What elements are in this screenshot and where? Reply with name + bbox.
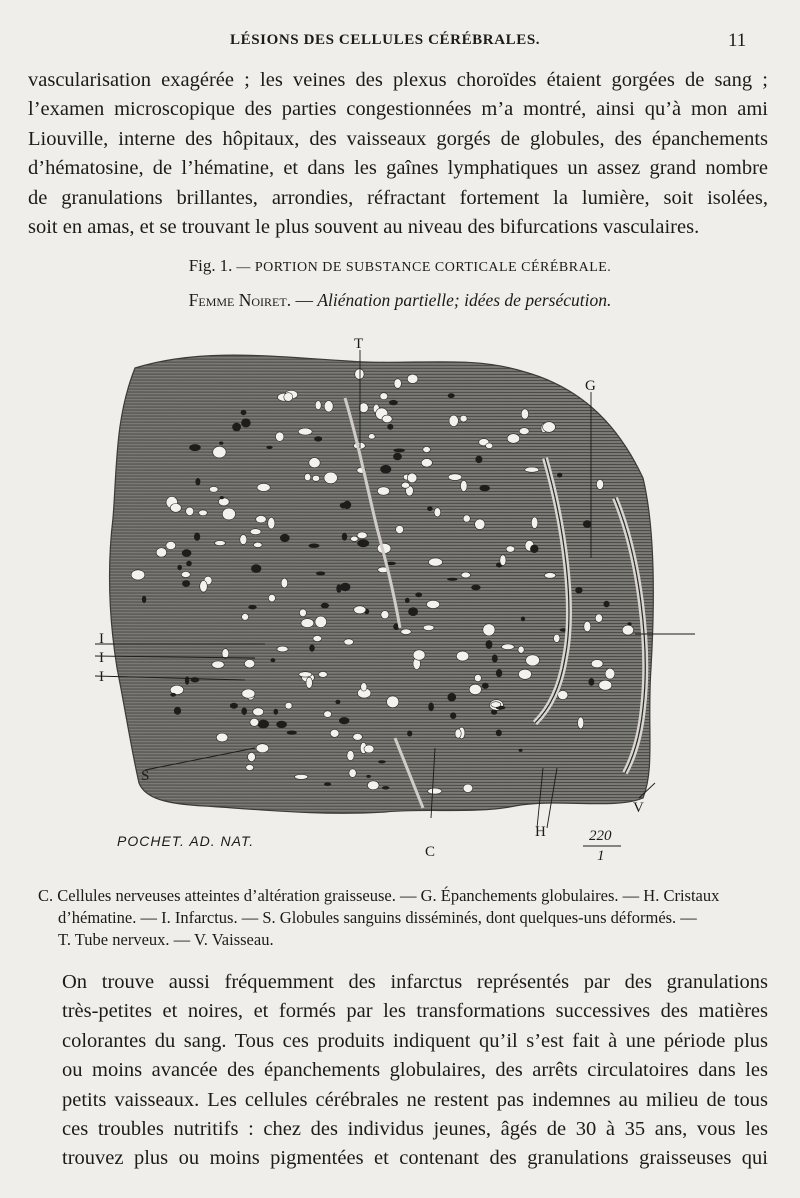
blood-globule [244,660,254,668]
blood-globule [313,636,322,642]
text-line: Liouville, interne des hôpitaux, des vaisseaux gorgés de globules, des épanchements [28,127,768,150]
blood-globule [377,487,389,495]
infarct-granule [276,721,287,728]
infarct-granule [448,693,457,702]
blood-globule [423,625,434,631]
blood-globule [500,555,506,566]
label-g: G [585,378,596,394]
infarct-granule [627,622,631,625]
infarct-granule [177,565,182,570]
label-v: V [633,800,644,816]
infarct-granule [428,702,434,711]
running-title: LÉSIONS DES CELLULES CÉRÉBRALES. [230,32,541,48]
blood-globule [312,475,319,481]
infarct-granule [194,533,200,541]
blood-globule [246,765,254,771]
blood-globule [306,677,312,688]
infarct-granule [309,645,314,652]
infarct-granule [471,585,480,591]
infarct-granule [251,564,261,573]
blood-globule [429,558,443,566]
blood-globule [181,572,190,578]
infarct-granule [241,708,247,715]
infarct-granule [482,683,489,689]
infarct-granule [480,485,490,491]
blood-globule [531,517,538,528]
blood-globule [200,581,208,593]
text-line: d’hématosine, de l’hématine, et dans les gaînes lymphatiques un assez grand nombre [28,157,768,180]
infarct-granule [492,655,498,663]
blood-globule [502,644,515,650]
infarct-granule [182,549,192,557]
label-i: I [99,650,104,666]
blood-globule [212,661,224,668]
blood-globule [519,669,532,679]
blood-globule [268,594,275,602]
blood-globule [427,600,440,608]
figure-title [0,256,800,276]
figure-subtitle-dash: — [295,290,313,310]
blood-globule [407,473,417,483]
blood-globule [421,459,432,467]
blood-globule [216,733,228,742]
infarct-granule [335,700,340,704]
blood-globule [250,529,261,535]
blood-globule [361,683,367,691]
blood-globule [309,458,320,468]
infarct-granule [258,720,269,729]
text-line: l’examen microscopique des parties congestionnées m’a montré, ainsi qu’à mon ami [28,98,768,121]
blood-globule [213,446,226,458]
infarct-granule [271,658,276,662]
blood-globule [483,624,495,636]
infarct-granule [389,400,398,405]
infarct-granule [519,749,523,752]
infarct-granule [387,424,393,430]
infarct-granule [185,676,189,684]
blood-globule [156,548,167,557]
infarct-granule [521,617,525,622]
infarct-granule [241,410,247,415]
blood-globule [387,696,399,708]
infarct-granule [407,731,412,737]
blood-globule [622,625,633,635]
blood-globule [401,629,411,635]
blood-globule [315,401,321,410]
blood-globule [486,443,493,449]
blood-globule [299,609,306,617]
infarct-granule [583,520,592,528]
blood-globule [218,498,229,506]
blood-globule [359,403,368,413]
blood-globule [295,774,308,779]
figure-legend [38,885,768,951]
infarct-granule [339,717,349,724]
blood-globule [605,668,615,679]
blood-globule [591,660,603,668]
text-line: ou moins avancée des épanchements globulaires, des arrêts circulatoires dans les [62,1059,768,1082]
blood-globule [284,393,293,402]
infarct-granule [557,473,562,478]
blood-globule [413,650,425,660]
infarct-granule [342,533,347,541]
infarct-granule [142,596,146,603]
blood-globule [584,621,591,632]
infarct-granule [309,544,320,548]
infarct-granule [427,506,433,511]
blood-globule [544,573,555,579]
infarct-granule [378,760,386,763]
blood-globule [428,788,442,794]
blood-globule [463,515,470,522]
histology-illustration [95,328,695,864]
infarct-granule [380,465,391,474]
figure-label: Fig. [188,256,216,275]
text-line: ces troubles nutritifs : chez des individus jeunes, âgés de 30 à 35 ans, vous les [62,1118,768,1141]
blood-globule [407,374,418,383]
figure-title-dash: — [236,260,251,275]
blood-globule [599,680,612,690]
infarct-granule [174,707,181,715]
blood-globule [324,401,333,412]
blood-globule [166,542,176,550]
infarct-granule [450,712,456,719]
blood-globule [170,504,181,513]
infarct-granule [604,601,610,608]
infarct-granule [248,605,256,609]
legend-line: C. Cellules nerveuses atteintes d’altération graisseuse. — G. Épanchements globulaires. — H. Cristaux [38,886,720,905]
blood-globule [469,684,481,694]
text-line: très-petites et noires, et formés par les transformations successives des matières [62,1000,768,1023]
patient-name: Femme Noiret. [188,290,292,310]
infarct-granule [266,446,272,449]
label-h: H [535,824,546,840]
blood-globule [506,546,515,552]
blood-globule [355,369,364,380]
blood-globule [315,616,327,627]
infarct-granule [280,534,290,542]
infarct-granule [496,669,502,677]
blood-globule [526,655,540,666]
blood-globule [324,711,332,718]
blood-globule [281,578,288,588]
blood-globule [578,717,584,729]
figure-title-text: PORTION DE SUBSTANCE CORTICALE CÉRÉBRALE. [254,260,612,275]
blood-globule [353,734,363,741]
infarct-granule [220,496,224,499]
label-i: I [99,669,104,685]
blood-globule [543,422,556,433]
blood-globule [257,483,270,491]
blood-globule [521,409,528,419]
blood-globule [368,434,375,439]
blood-globule [463,784,473,792]
blood-globule [254,542,263,547]
label-t: T [354,336,364,352]
page-number: 11 [728,30,747,51]
magnification [583,828,621,864]
infarct-granule [382,786,389,789]
blood-globule [380,393,388,400]
infarct-granule [314,436,322,441]
blood-globule [596,479,603,489]
blood-globule [330,729,339,737]
blood-globule [401,482,409,488]
blood-globule [256,516,267,523]
infarct-granule [366,775,371,778]
blood-globule [525,467,539,472]
blood-globule [518,646,524,653]
blood-globule [248,752,256,761]
infarct-granule [530,545,538,553]
infarct-granule [408,607,418,616]
label-i: I [99,631,104,647]
infarct-granule [486,640,493,649]
infarct-granule [357,539,369,547]
infarct-granule [324,782,331,786]
blood-globule [460,415,467,422]
infarct-granule [415,592,422,597]
blood-globule [554,634,560,642]
blood-globule [491,702,501,708]
blood-globule [349,769,356,778]
magnification-denominator: 1 [597,848,605,864]
infarct-granule [447,578,457,581]
blood-globule [324,472,337,484]
blood-globule [299,672,312,677]
infarct-granule [393,453,402,461]
blood-globule [253,708,264,716]
infarct-granule [274,709,279,715]
infarct-granule [343,501,351,509]
infarct-granule [195,478,200,485]
infarct-granule [448,393,455,398]
blood-globule [222,508,235,520]
blood-globule [347,751,354,761]
infarct-granule [496,730,502,737]
figure-subtitle [0,290,800,311]
blood-globule [461,480,468,491]
blood-globule [455,729,461,738]
blood-globule [381,611,389,619]
blood-globule [558,690,568,699]
infarct-granule [336,584,341,592]
blood-globule [456,651,468,661]
infarct-granule [340,583,350,591]
blood-globule [364,745,374,753]
blood-globule [209,486,218,492]
blood-globule [519,428,529,435]
blood-globule [298,428,312,435]
infarct-granule [316,571,325,575]
infarct-granule [575,587,582,593]
text-line: de granulations brillantes, arrondies, réfractant fortement la lumière, soit isolées, [28,186,768,209]
blood-globule [396,526,404,534]
blood-globule [222,649,229,659]
infarct-granule [230,703,238,709]
blood-globule [277,646,288,652]
blood-globule [449,415,458,426]
blood-globule [475,519,485,530]
blood-globule [276,432,284,441]
blood-globule [242,614,249,621]
infarct-granule [405,598,410,603]
running-head [0,32,800,56]
text-line: soit en amas, et se trouvant le plus souvent au niveau des bifurcations vasculaires. [28,216,700,239]
blood-globule [351,536,359,541]
figure-number: 1. [219,256,233,275]
text-line: petits vaisseaux. Les cellules cérébrales ne restent pas indemnes au milieu de tous [62,1088,768,1111]
infarct-granule [589,678,595,686]
infarct-granule [491,710,497,715]
blood-globule [215,541,226,546]
infarct-granule [232,423,241,432]
blood-globule [474,674,481,681]
legend-line: T. Tube nerveux. — V. Vaisseau. [58,930,274,949]
blood-globule [434,508,441,517]
blood-globule [448,474,462,481]
blood-globule [354,606,366,614]
blood-globule [461,572,470,578]
blood-globule [242,689,255,698]
infarct-granule [189,444,200,451]
blood-globule [268,518,275,529]
blood-globule [304,473,310,480]
blood-globule [256,744,269,753]
engraver-signature: POCHET. AD. NAT. [117,833,255,849]
infarct-granule [287,731,297,735]
blood-globule [199,510,208,516]
blood-globule [357,532,367,539]
blood-globule [186,507,194,515]
diagnosis: Aliénation partielle; idées de persécution. [317,290,612,310]
infarct-granule [241,418,251,427]
infarct-granule [186,561,192,567]
text-line: colorantes du sang. Tous ces produits indiquent qu’il s’est fait à une période plus [62,1029,768,1052]
magnification-numerator: 220 [589,828,612,844]
engraving [95,328,695,864]
label-s: S [141,768,150,784]
blood-globule [507,434,520,444]
blood-globule [394,379,401,389]
infarct-granule [182,580,190,587]
blood-globule [319,672,328,678]
text-line: On trouve aussi fréquemment des infarctus représentés par des granulations [62,971,768,993]
infarct-granule [321,603,329,609]
infarct-granule [219,442,223,445]
paragraph-2 [28,968,768,1174]
legend-line: d’hématine. — I. Infarctus. — S. Globules sanguins disséminés, dont quelques-uns déformés. — [58,908,697,927]
blood-globule [285,702,292,709]
blood-globule [595,614,602,622]
tissue-section [110,355,654,813]
infarct-granule [475,456,482,463]
blood-globule [131,570,145,580]
paragraph-1 [28,66,768,242]
infarct-granule [393,449,405,453]
blood-globule [423,447,431,453]
label-c: C [425,844,436,860]
blood-globule [344,639,354,645]
blood-globule [367,781,379,790]
blood-globule [301,619,314,628]
blood-globule [240,535,247,545]
blood-globule [382,415,392,423]
blood-globule [250,718,259,726]
text-line: vascularisation exagérée ; les veines des plexus choroïdes étaient gorgées de sang ; [28,69,768,91]
text-line: trouvez plus ou moins pigmentées et contenant des granulations graisseuses qui [62,1147,768,1170]
infarct-granule [170,693,176,697]
